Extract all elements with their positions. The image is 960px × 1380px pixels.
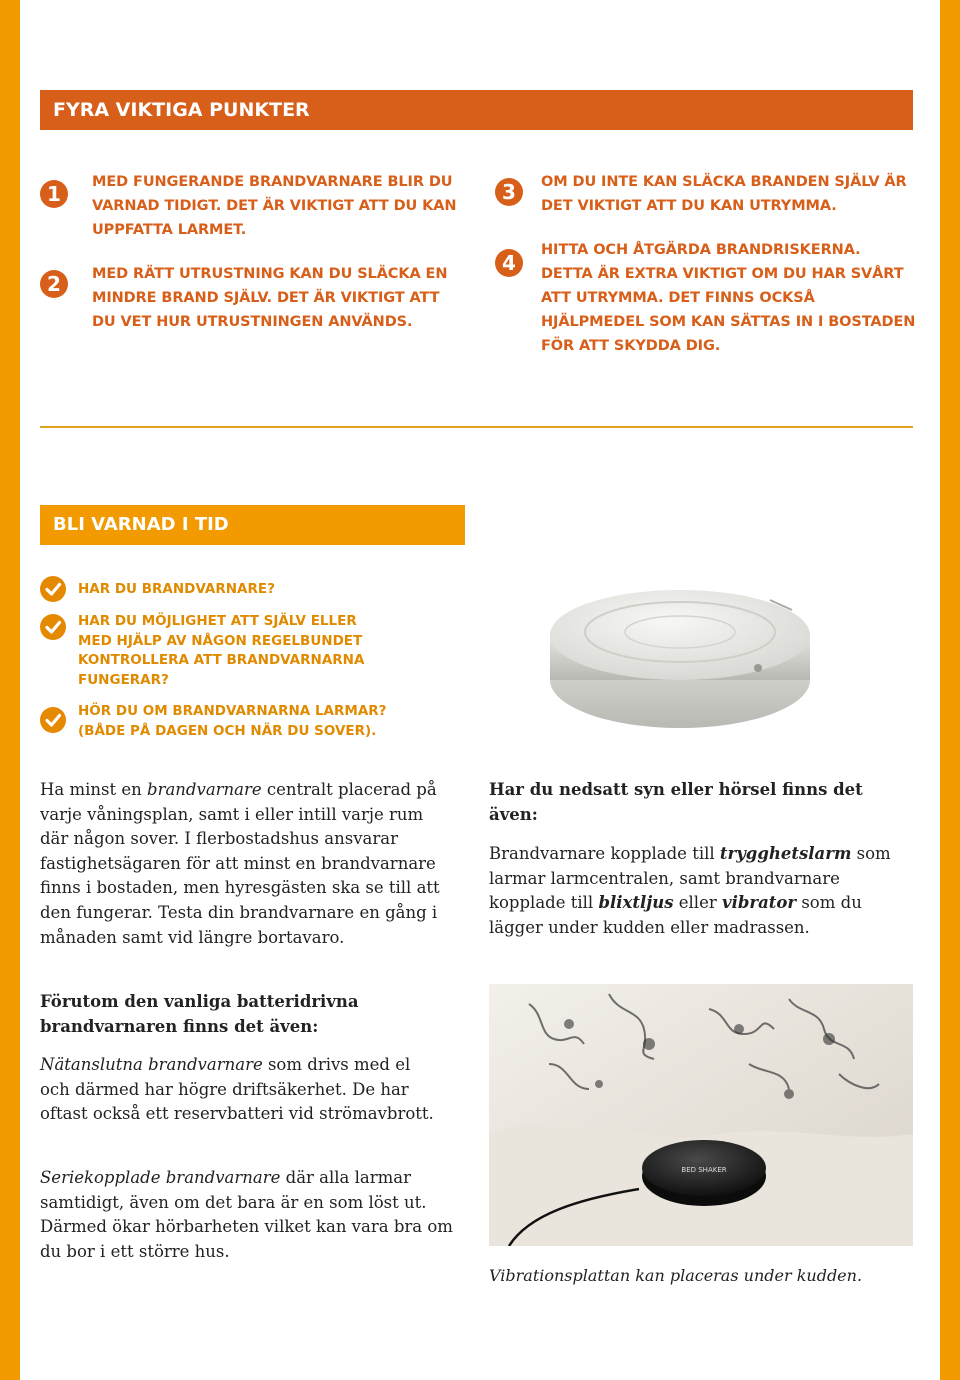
point-text-4: HITTA OCH ÅTGÄRDA BRANDRISKERNA. DETTA ÄR EXTRA VIKTIGT OM DU HAR SVÅRT ATT UTRYMMA. DET FINNS OCKSÅ HJÄLPMEDEL SOM KAN SÄTTAS IN I BOSTADEN FÖR ATT SKYDDA DIG. (541, 242, 916, 354)
mains-powered-paragraph: Nätanslutna brandvarnare som drivs med el och därmed har högre driftsäkerhet. De har oftast också ett reservbatteri vid strömavbrott. (40, 1055, 434, 1124)
checklist-item-1: HAR DU BRANDVARNARE? (78, 581, 275, 597)
bed-shaker-caption: Vibrationsplattan kan placeras under kudden. (489, 1266, 863, 1285)
smoke-detector-image (540, 560, 820, 745)
section-banner-warned-in-time: BLI VARNAD I TID (40, 505, 465, 545)
checkmark-icon (40, 576, 66, 602)
aids-paragraph: Brandvarnare kopplade till trygghetslarm som larmar larmcentralen, samt brandvarnare kopplade till blixtljus eller vibrator som du lägger under kudden eller madrassen. (489, 844, 891, 937)
point-text-3: OM DU INTE KAN SLÄCKA BRANDEN SJÄLV ÄR DET VIKTIGT ATT DU KAN UTRYMMA. (541, 174, 907, 214)
other-types-heading: Förutom den vanliga batteridrivna brandvarnaren finns det även: (40, 992, 359, 1036)
brandvarnare-paragraph: Ha minst en brandvarnare centralt placerad på varje våningsplan, samt i eller intill varje rum där någon sover. I flerbostadshus ansvarar fastighetsägaren för att minst en brandvarnare finns i bostaden, men hyresgästen ska se till att den fungerar. Testa din brandvarnare en gång i månaden samt vid längre bortavaro. (40, 780, 440, 947)
point-number-3: 3 (495, 178, 523, 206)
point-number-4: 4 (495, 249, 523, 277)
checkmark-icon (40, 707, 66, 733)
section-divider (40, 426, 913, 428)
point-text-1: MED FUNGERANDE BRANDVARNARE BLIR DU VARNAD TIDIGT. DET ÄR VIKTIGT ATT DU KAN UPPFATTA LARMET. (92, 174, 457, 238)
impaired-heading: Har du nedsatt syn eller hörsel finns det även: (489, 780, 863, 824)
point-number-1: 1 (40, 180, 68, 208)
checkmark-icon (40, 614, 66, 640)
right-accent-strip (940, 0, 960, 1380)
section-banner-four-points: FYRA VIKTIGA PUNKTER (40, 90, 913, 130)
interconnected-paragraph: Seriekopplade brandvarnare där alla larmar samtidigt, även om det bara är en som löst ut. Därmed ökar hörbarheten vilket kan vara bra om du bor i ett större hus. (40, 1168, 453, 1261)
left-accent-strip (0, 0, 20, 1380)
checklist-item-2: HAR DU MÖJLIGHET ATT SJÄLV ELLER MED HJÄLP AV NÅGON REGELBUNDET KONTROLLERA ATT BRANDVARNARNA FUNGERAR? (78, 613, 365, 688)
checklist-item-3: HÖR DU OM BRANDVARNARNA LARMAR? (BÅDE PÅ DAGEN OCH NÄR DU SOVER). (78, 703, 387, 739)
bed-shaker-image (489, 984, 913, 1246)
point-number-2: 2 (40, 270, 68, 298)
bed-shaker-label: BED SHAKER (681, 1166, 727, 1174)
point-text-2: MED RÄTT UTRUSTNING KAN DU SLÄCKA EN MINDRE BRAND SJÄLV. DET ÄR VIKTIGT ATT DU VET HUR UTRUSTNINGEN ANVÄNDS. (92, 266, 448, 330)
